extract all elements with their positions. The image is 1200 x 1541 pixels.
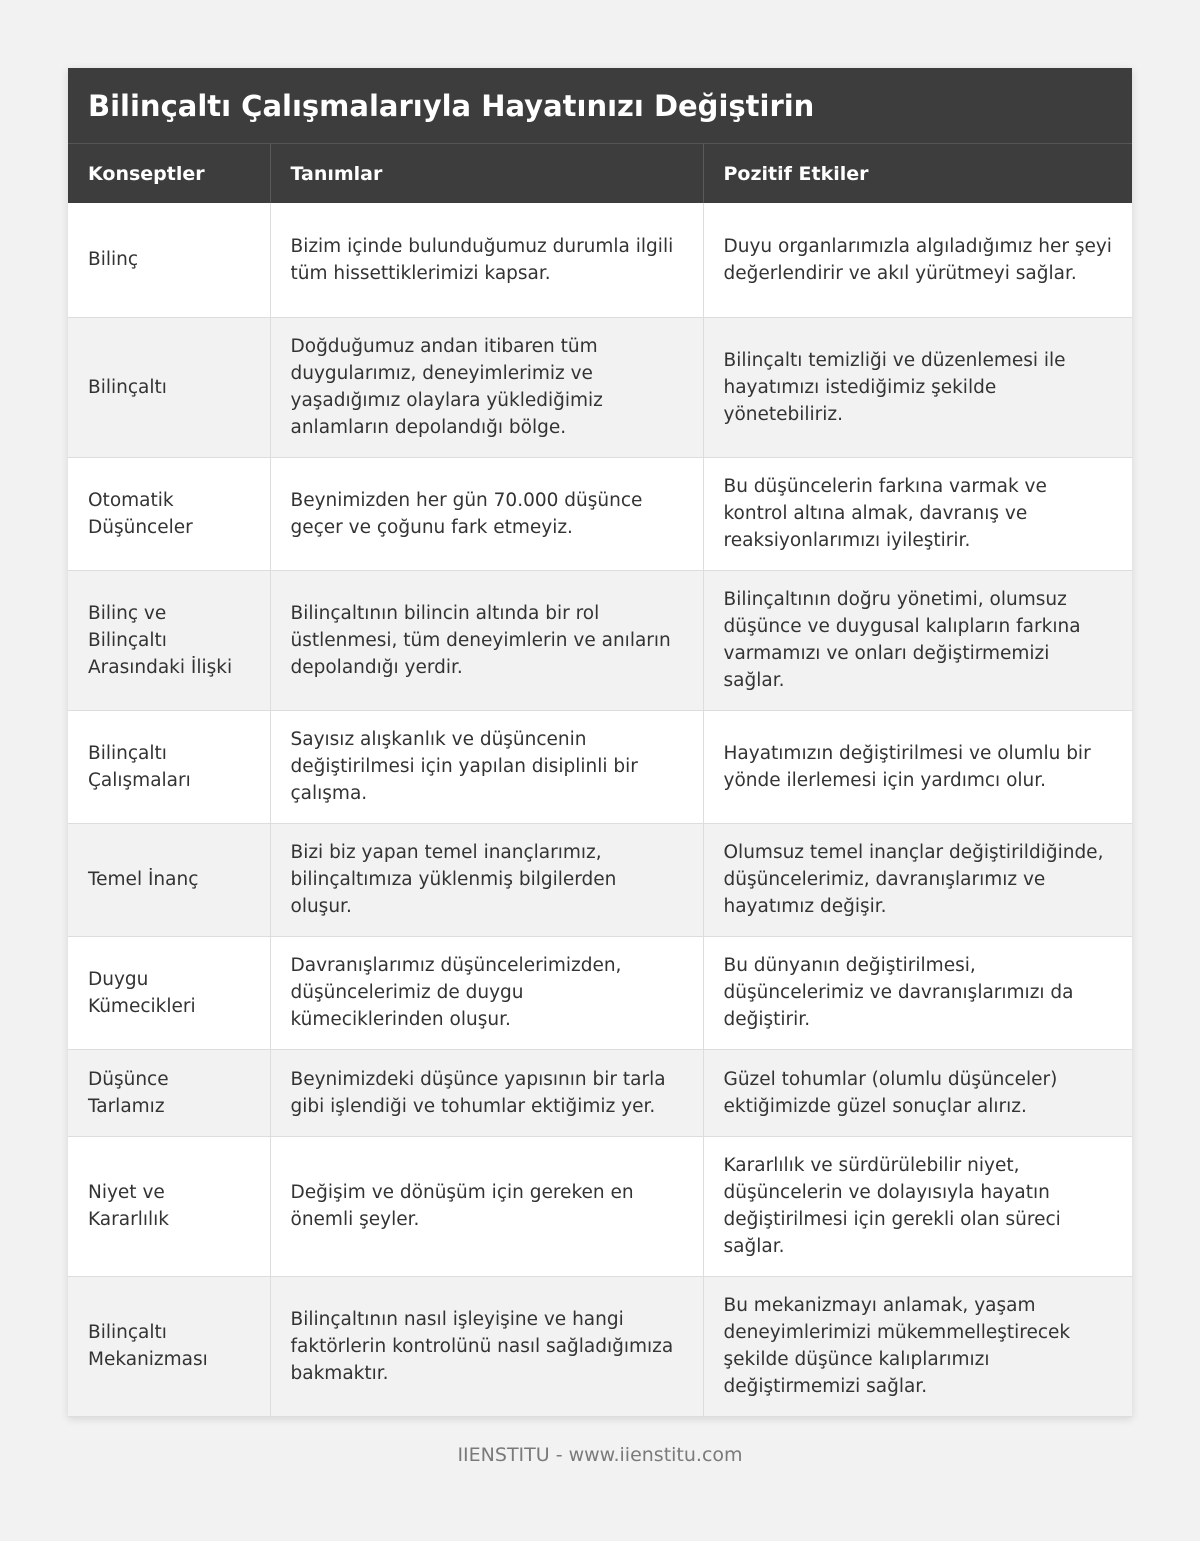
effect-cell: Güzel tohumlar (olumlu düşünceler) ektiğimizde güzel sonuçlar alırız. [703,1049,1132,1136]
page-title: Bilinçaltı Çalışmalarıyla Hayatınızı Değiştirin [88,88,815,123]
concept-cell: Niyet ve Kararlılık [68,1136,270,1276]
table-row [68,457,1132,570]
table-row [68,570,1132,710]
concept-cell: Duygu Kümecikleri [68,936,270,1049]
title-bar [68,68,1132,144]
definition-cell: Bilinçaltının bilincin altında bir rol üstlenmesi, tüm deneyimlerin ve anıların depolandığı yerdir. [270,570,703,710]
concept-cell: Bilinç [68,203,270,317]
table-row [68,203,1132,317]
concept-cell: Bilinç ve Bilinçaltı Arasındaki İlişki [68,570,270,710]
definition-cell: Bizim içinde bulunduğumuz durumla ilgili tüm hissettiklerimizi kapsar. [270,203,703,317]
header-definitions: Tanımlar [270,144,703,203]
definition-cell: Davranışlarımız düşüncelerimizden, düşüncelerimiz de duygu kümeciklerinden oluşur. [270,936,703,1049]
concept-cell: Bilinçaltı Mekanizması [68,1276,270,1416]
definition-cell: Bizi biz yapan temel inançlarımız, bilinçaltımıza yüklenmiş bilgilerden oluşur. [270,823,703,936]
effect-cell: Bilinçaltı temizliği ve düzenlemesi ile hayatımızı istediğimiz şekilde yönetebiliriz. [703,317,1132,457]
effect-cell: Hayatımızın değiştirilmesi ve olumlu bir yönde ilerlemesi için yardımcı olur. [703,710,1132,823]
content-card [68,68,1132,1417]
concepts-table [68,144,1132,1417]
definition-cell: Bilinçaltının nasıl işleyişine ve hangi faktörlerin kontrolünü nasıl sağladığımıza bakmaktır. [270,1276,703,1416]
effect-cell: Duyu organlarımızla algıladığımız her şeyi değerlendirir ve akıl yürütmeyi sağlar. [703,203,1132,317]
table-row [68,823,1132,936]
header-concepts: Konseptler [68,144,270,203]
table-row [68,1136,1132,1276]
concept-cell: Düşünce Tarlamız [68,1049,270,1136]
definition-cell: Beynimizdeki düşünce yapısının bir tarla gibi işlendiği ve tohumlar ektiğimiz yer. [270,1049,703,1136]
effect-cell: Bu dünyanın değiştirilmesi, düşüncelerimiz ve davranışlarımızı da değiştirir. [703,936,1132,1049]
definition-cell: Sayısız alışkanlık ve düşüncenin değiştirilmesi için yapılan disiplinli bir çalışma. [270,710,703,823]
table-row [68,1276,1132,1416]
table-row [68,1049,1132,1136]
concept-cell: Bilinçaltı [68,317,270,457]
concept-cell: Otomatik Düşünceler [68,457,270,570]
table-row [68,936,1132,1049]
effect-cell: Bu mekanizmayı anlamak, yaşam deneyimlerimizi mükemmelleştirecek şekilde düşünce kalıplarımızı değiştirmemizi sağlar. [703,1276,1132,1416]
definition-cell: Değişim ve dönüşüm için gereken en önemli şeyler. [270,1136,703,1276]
effect-cell: Kararlılık ve sürdürülebilir niyet, düşüncelerin ve dolayısıyla hayatın değiştirilmesi için gerekli olan süreci sağlar. [703,1136,1132,1276]
effect-cell: Olumsuz temel inançlar değiştirildiğinde, düşüncelerimiz, davranışlarımız ve hayatımız değişir. [703,823,1132,936]
effect-cell: Bu düşüncelerin farkına varmak ve kontrol altına almak, davranış ve reaksiyonlarımızı iyileştirir. [703,457,1132,570]
footer-credit: IIENSTITU - www.iienstitu.com [457,1444,743,1466]
table-row [68,317,1132,457]
concept-cell: Bilinçaltı Çalışmaları [68,710,270,823]
definition-cell: Doğduğumuz andan itibaren tüm duygularımız, deneyimlerimiz ve yaşadığımız olaylara yüklediğimiz anlamların depolandığı bölge. [270,317,703,457]
concept-cell: Temel İnanç [68,823,270,936]
table-row [68,710,1132,823]
definition-cell: Beynimizden her gün 70.000 düşünce geçer ve çoğunu fark etmeyiz. [270,457,703,570]
effect-cell: Bilinçaltının doğru yönetimi, olumsuz düşünce ve duygusal kalıpların farkına varmamızı ve onları değiştirmemizi sağlar. [703,570,1132,710]
header-positive-effects: Pozitif Etkiler [703,144,1132,203]
table-header-row [68,144,1132,203]
